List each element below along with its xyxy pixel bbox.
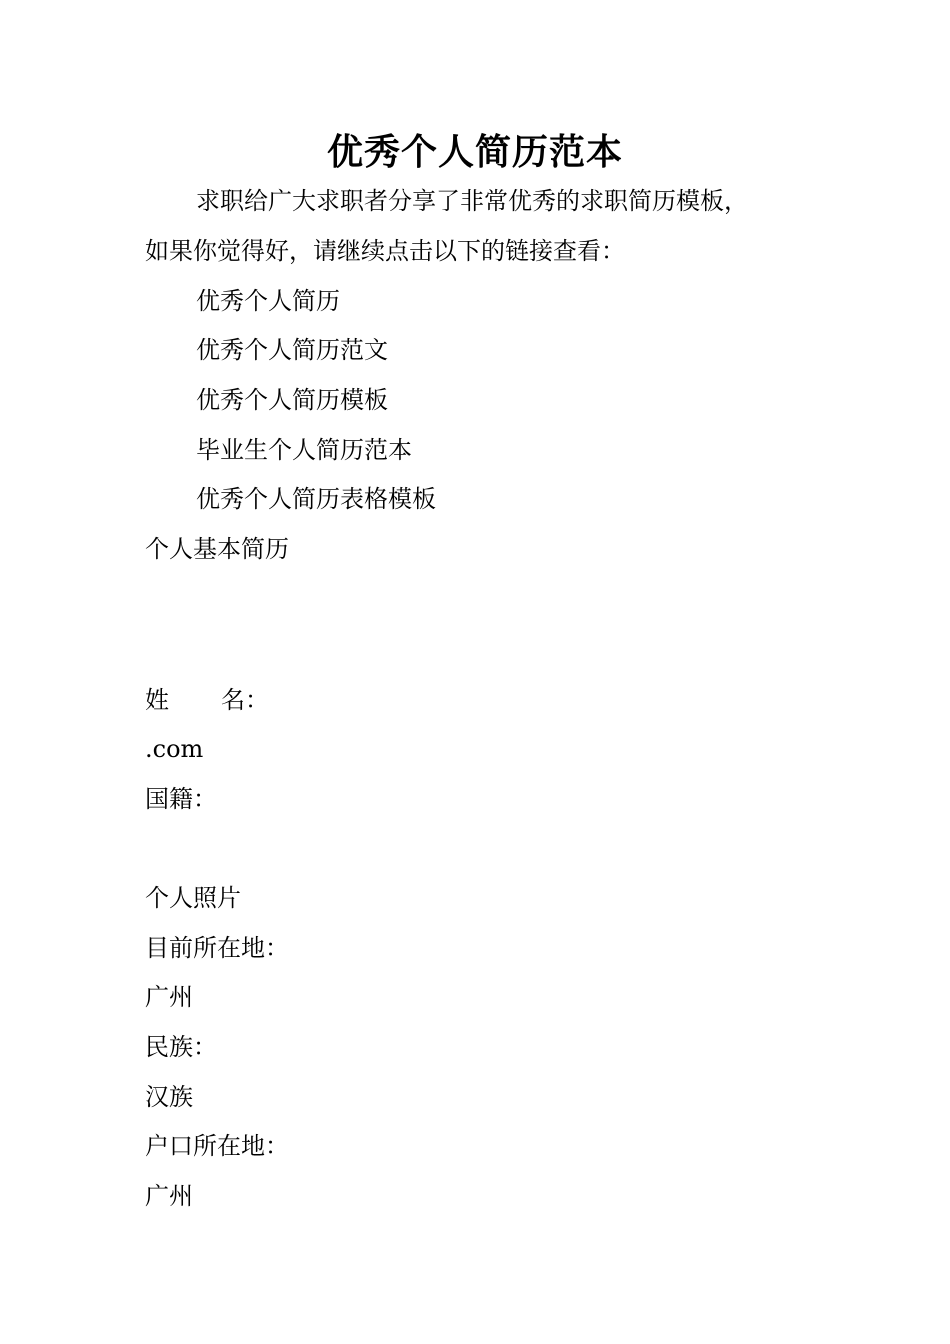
hukou-label: 户口所在地： <box>145 1132 289 1160</box>
link-item-excellent-resume[interactable]: 优秀个人简历 <box>196 287 340 315</box>
link-item-graduate-resume[interactable]: 毕业生个人简历范本 <box>196 436 412 464</box>
intro-line-1: 求职给广大求职者分享了非常优秀的求职简历模板， <box>196 187 748 215</box>
name-label-part2: 名： <box>221 686 269 714</box>
link-item-resume-template[interactable]: 优秀个人简历模板 <box>196 386 388 414</box>
link-item-resume-table-template[interactable]: 优秀个人简历表格模板 <box>196 485 436 513</box>
current-location-value: 广州 <box>145 983 193 1011</box>
intro-line-2: 如果你觉得好，请继续点击以下的链接查看： <box>145 237 625 265</box>
email-value: .com <box>145 735 204 763</box>
current-location-label: 目前所在地： <box>145 934 289 962</box>
hukou-value: 广州 <box>145 1182 193 1210</box>
name-field-label <box>145 683 269 717</box>
ethnicity-value: 汉族 <box>145 1083 193 1111</box>
photo-label: 个人照片 <box>145 884 241 912</box>
document-title: 优秀个人简历范本 <box>326 131 623 173</box>
section-heading: 个人基本简历 <box>145 535 289 563</box>
nationality-label: 国籍： <box>145 785 217 813</box>
name-label-part1: 姓 <box>145 686 169 714</box>
link-item-resume-sample[interactable]: 优秀个人简历范文 <box>196 336 388 364</box>
ethnicity-label: 民族： <box>145 1033 217 1061</box>
